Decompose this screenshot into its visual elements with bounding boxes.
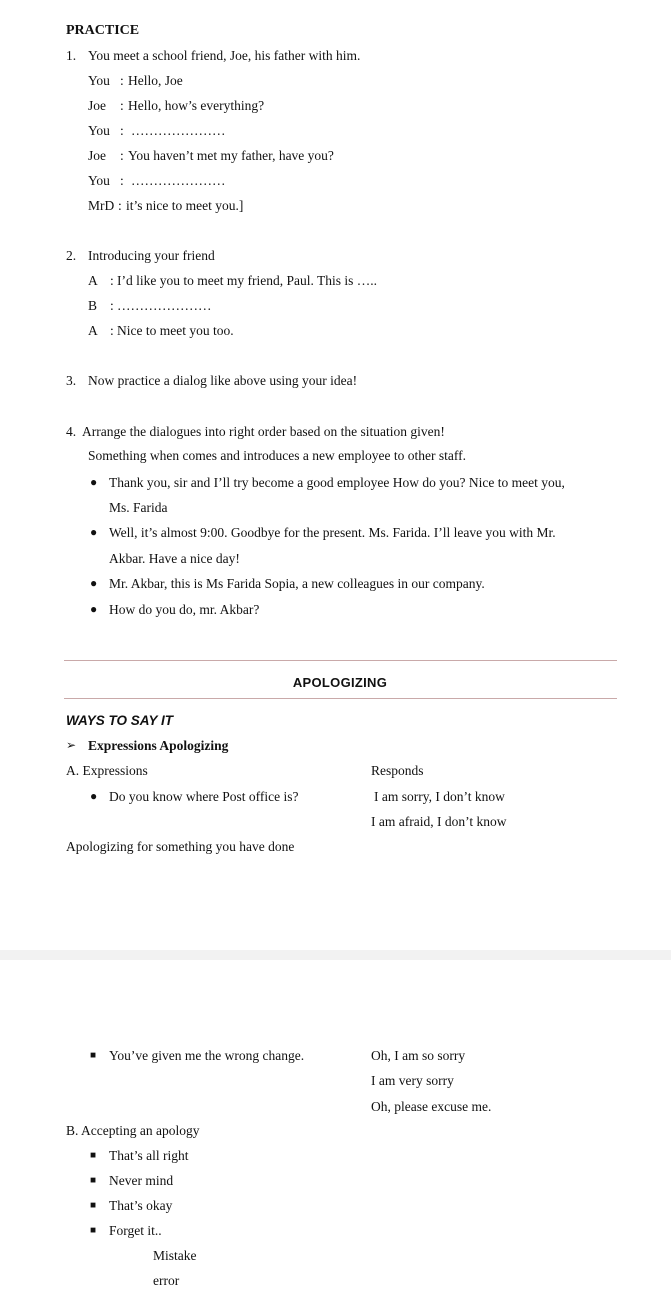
apologizing-done-line: Apologizing for something you have done [66, 839, 295, 854]
q2-line-1-sep: : [110, 273, 114, 288]
document-page-bottom [0, 960, 671, 1292]
done-expression: You’ve given me the wrong change. [109, 1048, 305, 1063]
q2-line-2-speaker: B [88, 298, 98, 313]
q1-line-3-speaker: You [88, 123, 110, 138]
q1-line-4-text: You haven’t met my father, have you? [128, 148, 334, 163]
q4-situation: Something when comes and introduces a new employee to other staff. [88, 448, 467, 463]
section-b-item-3: That’s okay [109, 1198, 173, 1213]
q1-line-2-sep: : [120, 98, 124, 113]
q1-line-5-sep: : [120, 173, 124, 188]
q2-line-1-text: I’d like you to meet my friend, Paul. This is ….. [117, 273, 377, 288]
section-b-extra-1: Mistake [153, 1248, 197, 1263]
expressions-apologizing-label: Expressions Apologizing [88, 738, 229, 753]
bullet-dot: ● [90, 602, 98, 616]
q1-line-5-blank: ………………… [131, 173, 226, 188]
bullet-dot: ● [90, 525, 98, 539]
done-response-2: I am very sorry [371, 1073, 454, 1088]
responds-label: Responds [371, 763, 424, 778]
section-b-item-4: Forget it.. [109, 1223, 162, 1238]
square-bullet: ■ [90, 1175, 97, 1186]
q1-line-6-sep: : [118, 198, 122, 213]
q1-line-2-speaker: Joe [88, 98, 106, 113]
q2-line-3-sep: : [110, 323, 114, 338]
q4-item-3: Mr. Akbar, this is Ms Farida Sopia, a new colleagues in our company. [109, 576, 485, 591]
section-b-label: B. Accepting an apology [66, 1123, 200, 1138]
q1-line-1-text: Hello, Joe [128, 73, 183, 88]
q2-line-2-sep: : [110, 298, 114, 313]
bullet-dot: ● [90, 789, 98, 803]
q4-text: Arrange the dialogues into right order based on the situation given! [82, 424, 445, 439]
q3-text: Now practice a dialog like above using your idea! [88, 373, 358, 388]
apologizing-banner: APOLOGIZING [292, 675, 388, 690]
q4-item-2-line-2: Akbar. Have a nice day! [109, 551, 240, 566]
section-a-response-1: I am sorry, I don’t know [374, 789, 505, 804]
q4-item-2-line-1: Well, it’s almost 9:00. Goodbye for the present. Ms. Farida. I’ll leave you with Mr. [109, 525, 556, 540]
q2-number: 2. [66, 248, 77, 263]
q4-item-4: How do you do, mr. Akbar? [109, 602, 260, 617]
square-bullet: ■ [90, 1150, 97, 1161]
done-response-3: Oh, please excuse me. [371, 1099, 492, 1114]
q2-text: Introducing your friend [88, 248, 215, 263]
divider-bottom [64, 698, 617, 699]
divider-top [64, 660, 617, 661]
q1-line-1-speaker: You [88, 73, 110, 88]
section-b-item-2: Never mind [109, 1173, 174, 1188]
q1-line-3-blank: ………………… [131, 123, 226, 138]
bullet-dot: ● [90, 475, 98, 489]
q2-line-3-text: Nice to meet you too. [117, 323, 234, 338]
q4-item-1-line-2: Ms. Farida [109, 500, 168, 515]
q1-number: 1. [66, 48, 77, 63]
q2-line-3-speaker: A [88, 323, 98, 338]
ways-to-say-it: WAYS TO SAY IT [66, 713, 174, 728]
section-a-label: A. Expressions [66, 763, 148, 778]
section-b-item-1: That’s all right [109, 1148, 189, 1163]
q4-item-1-line-1: Thank you, sir and I’ll try become a good employee How do you? Nice to meet you, [109, 475, 565, 490]
page-gap [0, 950, 671, 960]
q1-line-3-sep: : [120, 123, 124, 138]
section-a-expression: Do you know where Post office is? [109, 789, 299, 804]
q1-line-2-text: Hello, how’s everything? [128, 98, 265, 113]
q1-line-6-text: it’s nice to meet you.] [126, 198, 244, 213]
q1-line-1-sep: : [120, 73, 124, 88]
bullet-dot: ● [90, 576, 98, 590]
q4-number: 4. [66, 424, 77, 439]
square-bullet: ■ [90, 1225, 97, 1236]
done-response-1: Oh, I am so sorry [371, 1048, 466, 1063]
square-bullet: ■ [90, 1050, 97, 1061]
section-b-extra-2: error [153, 1273, 180, 1288]
q3-number: 3. [66, 373, 77, 388]
arrow-icon: ➢ [66, 738, 77, 752]
q2-line-1-speaker: A [88, 273, 98, 288]
q1-text: You meet a school friend, Joe, his father with him. [88, 48, 361, 63]
q2-line-2-blank: ………………… [117, 298, 212, 313]
q1-line-6-speaker: MrD [88, 198, 115, 213]
square-bullet: ■ [90, 1200, 97, 1211]
section-a-response-2: I am afraid, I don’t know [371, 814, 507, 829]
q1-line-5-speaker: You [88, 173, 110, 188]
q1-line-4-sep: : [120, 148, 124, 163]
q1-line-4-speaker: Joe [88, 148, 106, 163]
practice-heading: PRACTICE [66, 23, 140, 38]
